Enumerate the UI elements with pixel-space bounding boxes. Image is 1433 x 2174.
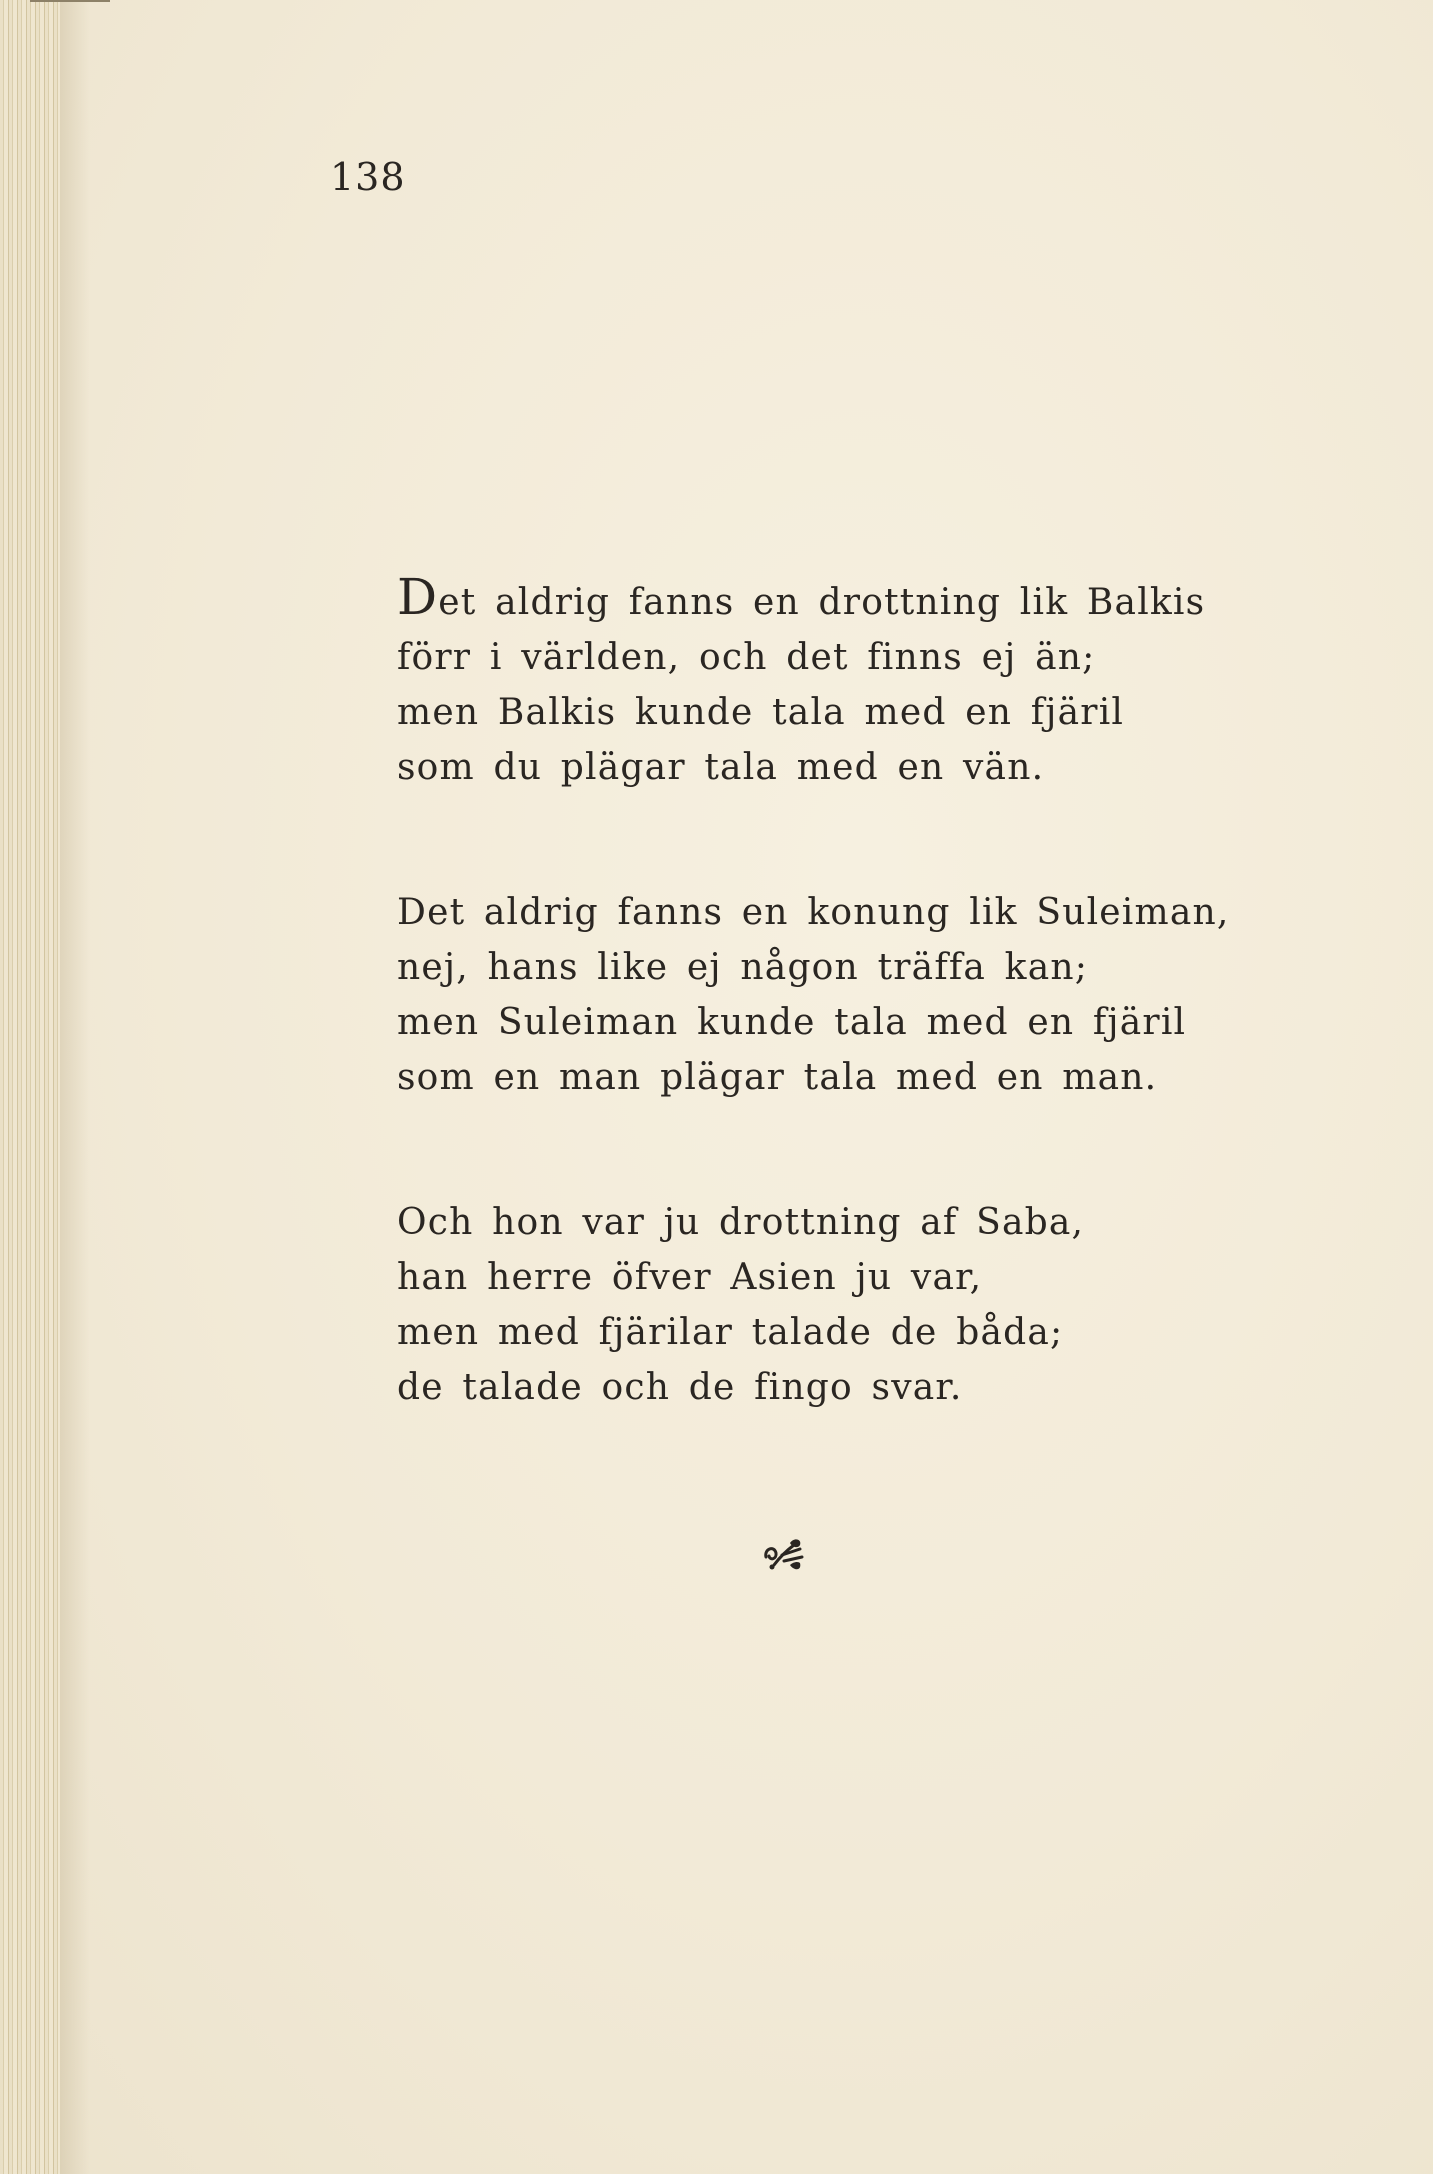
- poem-line: Och hon var ju drottning af Saba,: [397, 1202, 1085, 1243]
- book-spine-edge: [0, 0, 60, 2174]
- poem-line: han herre öfver Asien ju var,: [397, 1257, 983, 1298]
- poem-line: som du plägar tala med en vän.: [397, 747, 1045, 788]
- poem-line: Det aldrig fanns en konung lik Suleiman,: [397, 892, 1230, 933]
- poem-line: men Suleiman kunde tala med en fjäril: [397, 1002, 1187, 1043]
- poem: [397, 568, 1297, 1505]
- first-line-text: et aldrig fanns en drottning lik Balkis: [438, 582, 1206, 623]
- drop-cap: D: [397, 568, 439, 626]
- poem-line: som en man plägar tala med en man.: [397, 1057, 1158, 1098]
- poem-line: men med fjärilar talade de båda;: [397, 1312, 1064, 1353]
- stanza-2: [397, 885, 1297, 1105]
- gutter-shadow: [60, 0, 90, 2174]
- poem-line: nej, hans like ej någon träffa kan;: [397, 947, 1089, 988]
- stanza-3: [397, 1195, 1297, 1415]
- page-top-edge: [30, 0, 110, 2]
- poem-line: de talade och de fingo svar.: [397, 1367, 963, 1408]
- page-number: 138: [330, 155, 406, 199]
- fleuron-icon: [760, 1535, 810, 1575]
- poem-line: men Balkis kunde tala med en fjäril: [397, 692, 1125, 733]
- stanza-1: [397, 568, 1297, 795]
- poem-line: förr i världen, och det finns ej än;: [397, 637, 1096, 678]
- poem-line: [397, 568, 1297, 630]
